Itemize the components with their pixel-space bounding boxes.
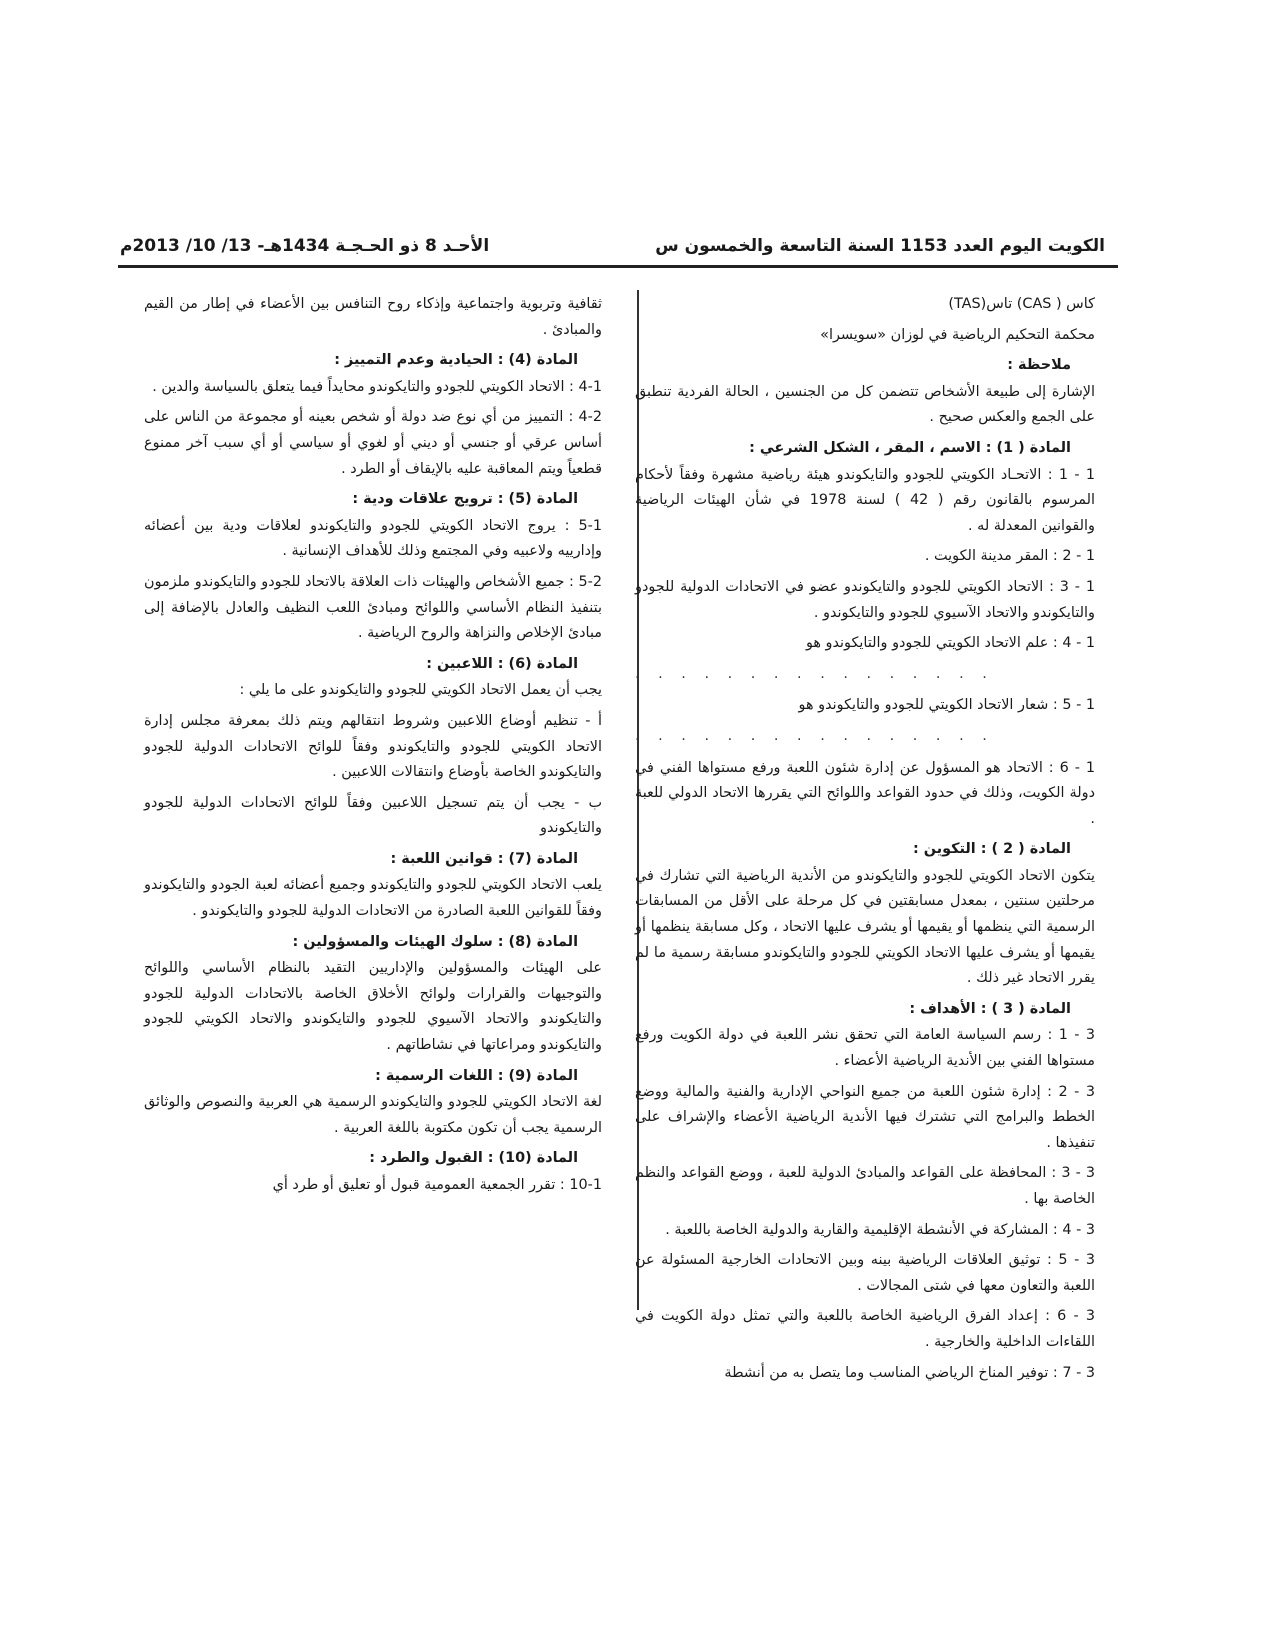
paragraph: 5-2 : جميع الأشخاص والهيئات ذات العلاقة بالاتحاد للجودو والتايكوندو ملزمون بتنفيذ النظام الأساسي واللوائح ومبادئ اللعب النظيف والعادل بالإضافة إلى مبادئ الإخلاص والنزاهة والروح الرياضية . xyxy=(144,573,602,642)
article-heading: المادة ( 2 ) : التكوين : xyxy=(913,841,1071,858)
paragraph: 3 - 3 : المحافظة على القواعد والمبادئ الدولية للعبة ، ووضع القواعد والنظم الخاصة بها . xyxy=(635,1165,1096,1207)
paragraph: 1 - 5 : شعار الاتحاد الكويتي للجودو والتايكوندو هو xyxy=(798,697,1095,714)
header-rule xyxy=(118,265,1118,268)
paragraph: 3 - 7 : توفير المناخ الرياضي المناسب وما يتصل به من أنشطة xyxy=(724,1364,1095,1381)
article-heading: المادة (7) : قوانين اللعبة : xyxy=(390,850,578,867)
paragraph: على الهيئات والمسؤولين والإداريين التقيد بالنظام الأساسي واللوائح والتوجيهات والقرارات ولوائح الأخلاق الخاصة بالاتحادات الدولية للجودو والتايكوندو والاتحاد الآسيوي للجودو والتايكوندو والاتحاد الكويتي للجودو والتايكوندو ومراعاتها في نشاطاتهم . xyxy=(144,960,602,1054)
paragraph: 3 - 2 : إدارة شئون اللعبة من جميع النواحي الإدارية والفنية والمالية ووضع الخطط والبرامج التي تشترك فيها الأندية الرياضية الأعضاء والإشراف على تنفيذها . xyxy=(635,1083,1095,1151)
paragraph: لغة الاتحاد الكويتي للجودو والتايكوندو الرسمية هي العربية والنصوص والوثائق الرسمية يجب أن تكون مكتوبة باللغة العربية . xyxy=(144,1094,602,1136)
paragraph: 3 - 4 : المشاركة في الأنشطة الإقليمية والقارية والدولية الخاصة باللعبة . xyxy=(665,1221,1095,1238)
article-heading: ملاحظة : xyxy=(1007,357,1071,374)
paragraph: 1 - 1 : الاتحـاد الكويتي للجودو والتايكوندو هيئة رياضية مشهرة وفقاً لأحكام المرسوم بالقانون رقم ( 42 ) لسنة 1978 في شأن الهيئات الرياضية والقوانين المعدلة له . xyxy=(635,466,1096,534)
left-text-column xyxy=(144,292,602,1204)
article-heading: المادة (8) : سلوك الهيئات والمسؤولين : xyxy=(292,933,578,950)
article-heading: المادة ( 1) : الاسم ، المقر ، الشكل الشرعي : xyxy=(749,439,1071,456)
paragraph: 1 - 3 : الاتحاد الكويتي للجودو والتايكوندو عضو في الاتحادات الدولية للجودو والتايكوندو والاتحاد الآسيوي للجودو والتايكوندو . xyxy=(635,578,1096,621)
dotted-placeholder: . . . . . . . . . . . . . . . . xyxy=(635,665,994,682)
paragraph: 1 - 2 : المقر مدينة الكويت . xyxy=(924,548,1095,565)
paragraph: 1 - 6 : الاتحاد هو المسؤول عن إدارة شئون اللعبة ورفع مستواها الفني في دولة الكويت، وذلك في حدود القواعد واللوائح التي يقررها الاتحاد الدولي للعبة . xyxy=(635,759,1096,827)
paragraph: كاس ( CAS) تاس(TAS) xyxy=(948,296,1095,312)
article-heading: المادة (4) : الحيادية وعدم التمييز : xyxy=(334,352,578,369)
gazette-header-issue: الكويت اليوم العدد 1153 السنة التاسعة والخمسون س xyxy=(655,236,1105,256)
paragraph: 1 - 4 : علم الاتحاد الكويتي للجودو والتايكوندو هو xyxy=(805,635,1095,652)
paragraph: 4-1 : الاتحاد الكويتي للجودو والتايكوندو محايداً فيما يتعلق بالسياسة والدين . xyxy=(152,378,602,395)
paragraph: 5-1 : يروج الاتحاد الكويتي للجودو والتايكوندو لعلاقات ودية بين أعضائه وإدارييه ولاعبيه وفي المجتمع وذلك للأهداف الإنسانية . xyxy=(144,517,602,560)
paragraph: الإشارة إلى طبيعة الأشخاص تتضمن كل من الجنسين ، الحالة الفردية تنطبق على الجمع والعكس صحيح . xyxy=(635,383,1095,426)
paragraph: يلعب الاتحاد الكويتي للجودو والتايكوندو وجميع أعضائه لعبة الجودو والتايكوندو وفقاً للقوانين اللعبة الصادرة من الاتحادات الدولية للجودو والتايكوندو . xyxy=(144,877,602,920)
paragraph: محكمة التحكيم الرياضية في لوزان «سويسرا» xyxy=(820,326,1095,343)
article-heading: المادة (5) : ترويج علاقات ودية : xyxy=(352,491,578,508)
paragraph: يجب أن يعمل الاتحاد الكويتي للجودو والتايكوندو على ما يلي : xyxy=(239,682,602,699)
paragraph: 3 - 6 : إعداد الفرق الرياضية الخاصة باللعبة والتي تمثل دولة الكويت في اللقاءات الداخلية والخارجية . xyxy=(635,1308,1096,1350)
dotted-placeholder: . . . . . . . . . . . . . . . . xyxy=(635,727,994,744)
right-text-column xyxy=(635,292,1095,1391)
paragraph: ثقافية وتربوية واجتماعية وإذكاء روح التنافس بين الأعضاء في إطار من القيم والمبادئ . xyxy=(144,296,602,338)
paragraph: ب - يجب أن يتم تسجيل اللاعبين وفقاً للوائح الاتحادات الدولية للجودو والتايكوندو xyxy=(144,794,602,837)
article-heading: المادة (6) : اللاعبين : xyxy=(426,655,578,672)
paragraph: أ - تنظيم أوضاع اللاعبين وشروط انتقالهم ويتم ذلك بمعرفة مجلس إدارة الاتحاد الكويتي للجودو والتايكوندو وفقاً للوائح الاتحادات الدولية للجودو والتايكوندو الخاصة بأوضاع وانتقالات اللاعبين . xyxy=(144,712,602,781)
article-heading: المادة (9) : اللغات الرسمية : xyxy=(375,1067,578,1084)
paragraph: 3 - 1 : رسم السياسة العامة التي تحقق نشر اللعبة في دولة الكويت ورفع مستواها الفني بين الأندية الرياضية الأعضاء . xyxy=(635,1027,1095,1070)
paragraph: يتكون الاتحاد الكويتي للجودو والتايكوندو من الأندية الرياضية التي تشارك في مرحلتين سنتين ، بمعدل مسابقتين في كل مرحلة على الأقل من المسابقات الرسمية التي ينظمها أو يقيمها أو يشرف عليها الاتحاد ، وكل مسابقة ينظمها أو يقيمها أو يشرف عليها الاتحاد الكويتي للجودو والتايكوندو مسابقة رسمية ما لم يقرر الاتحاد غير ذلك . xyxy=(635,867,1095,987)
paragraph: 10-1 : تقرر الجمعية العمومية قبول أو تعليق أو طرد أي xyxy=(272,1177,602,1193)
paragraph: 4-2 : التمييز من أي نوع ضد دولة أو شخص بعينه أو مجموعة من الناس على أساس عرقي أو جنسي أو ديني أو لغوي أو سياسي أو أي سبب آخر ممنوع قطعياً ويتم المعاقبة عليه بالإيقاف أو الطرد . xyxy=(144,409,602,477)
gazette-header-date: الأحـد 8 ذو الحـجـة 1434هـ- 13/ 10/ 2013م xyxy=(120,236,490,256)
article-heading: المادة ( 3 ) : الأهداف : xyxy=(909,1000,1071,1017)
article-heading: المادة (10) : القبول والطرد : xyxy=(369,1150,578,1167)
paragraph: 3 - 5 : توثيق العلاقات الرياضية بينه وبين الاتحادات الخارجية المسئولة عن اللعبة والتعاون معها في شتى المجالات . xyxy=(635,1252,1096,1294)
